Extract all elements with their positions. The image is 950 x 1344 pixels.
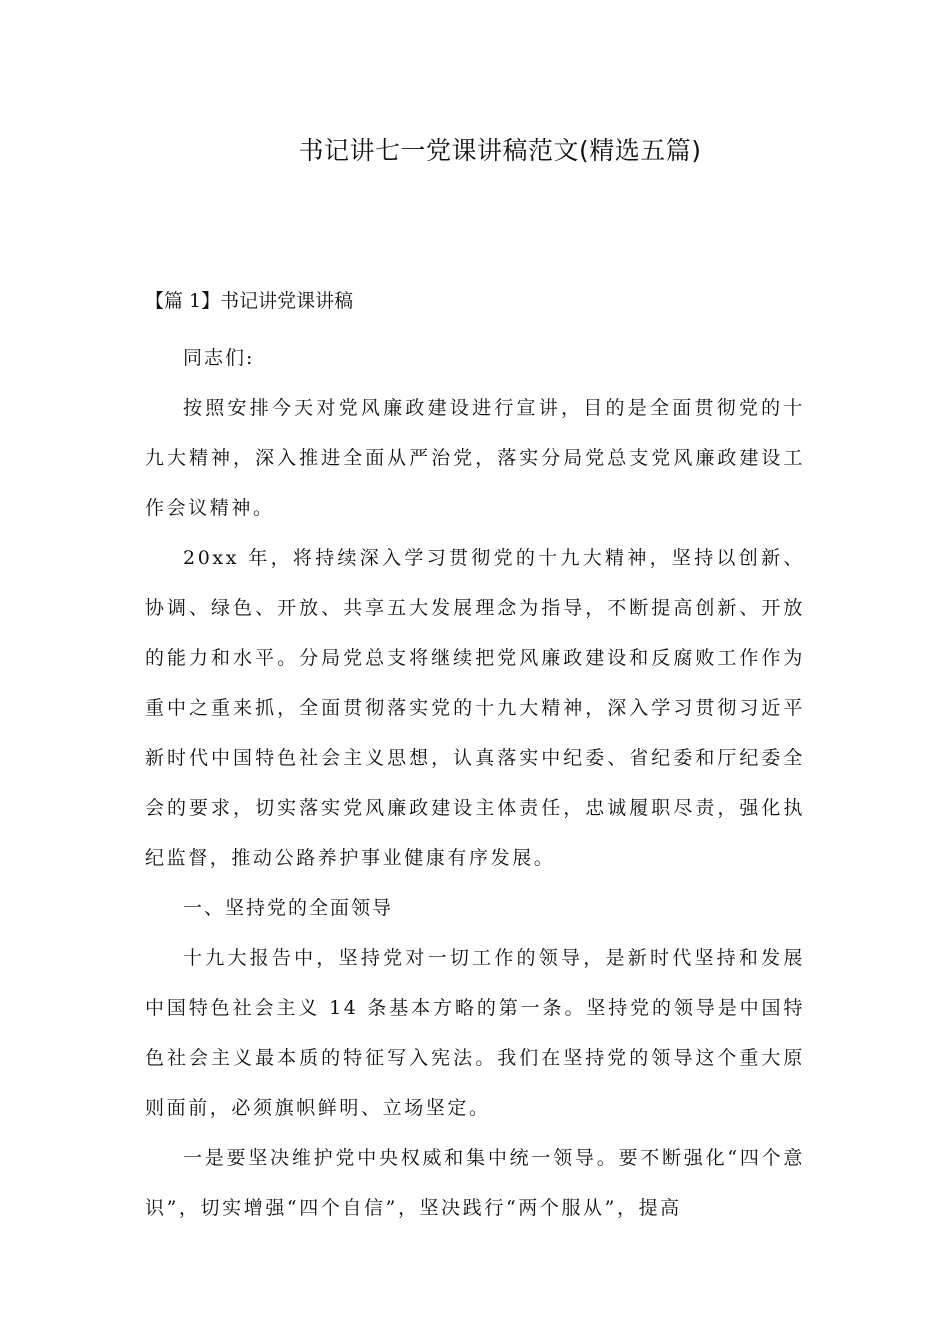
paragraph: 按照安排今天对党风廉政建设进行宣讲，目的是全面贯彻党的十九大精神，深入推进全面从严治党，落实分局党总支党风廉政建设工作会议精神。: [145, 397, 805, 519]
paragraph: 一是要坚决维护党中央权威和集中统一领导。要不断强化“四个意识”，切实增强“四个自信”，坚决践行“两个服从”，提高: [145, 1147, 805, 1219]
paragraph: 20xx 年，将持续深入学习贯彻党的十九大精神，坚持以创新、协调、绿色、开放、共享五大发展理念为指导，不断提高创新、开放的能力和水平。分局党总支将继续把党风廉政建设和反腐败工作作为重中之重来抓，全面贯彻落实党的十九大精神，深入学习贯彻习近平新时代中国特色社会主义思想，认真落实中纪委、省纪委和厅纪委全会的要求，切实落实党风廉政建设主体责任，忠诚履职尽责，强化执纪监督，推动公路养护事业健康有序发展。: [145, 547, 805, 869]
paragraph: 十九大报告中，坚持党对一切工作的领导，是新时代坚持和发展中国特色社会主义 14 条基本方略的第一条。坚持党的领导是中国特色社会主义最本质的特征写入宪法。我们在坚持党的领导这个重大原则面前，必须旗帜鲜明、立场坚定。: [145, 947, 805, 1119]
document-title: 书记讲七一党课讲稿范文(精选五篇): [298, 136, 702, 165]
paragraph-greeting: 同志们:: [183, 347, 255, 369]
section-label: 【篇 1】书记讲党课讲稿: [145, 290, 354, 312]
paragraph-heading: 一、坚持党的全面领导: [183, 897, 394, 919]
document-body: [145, 283, 805, 1233]
